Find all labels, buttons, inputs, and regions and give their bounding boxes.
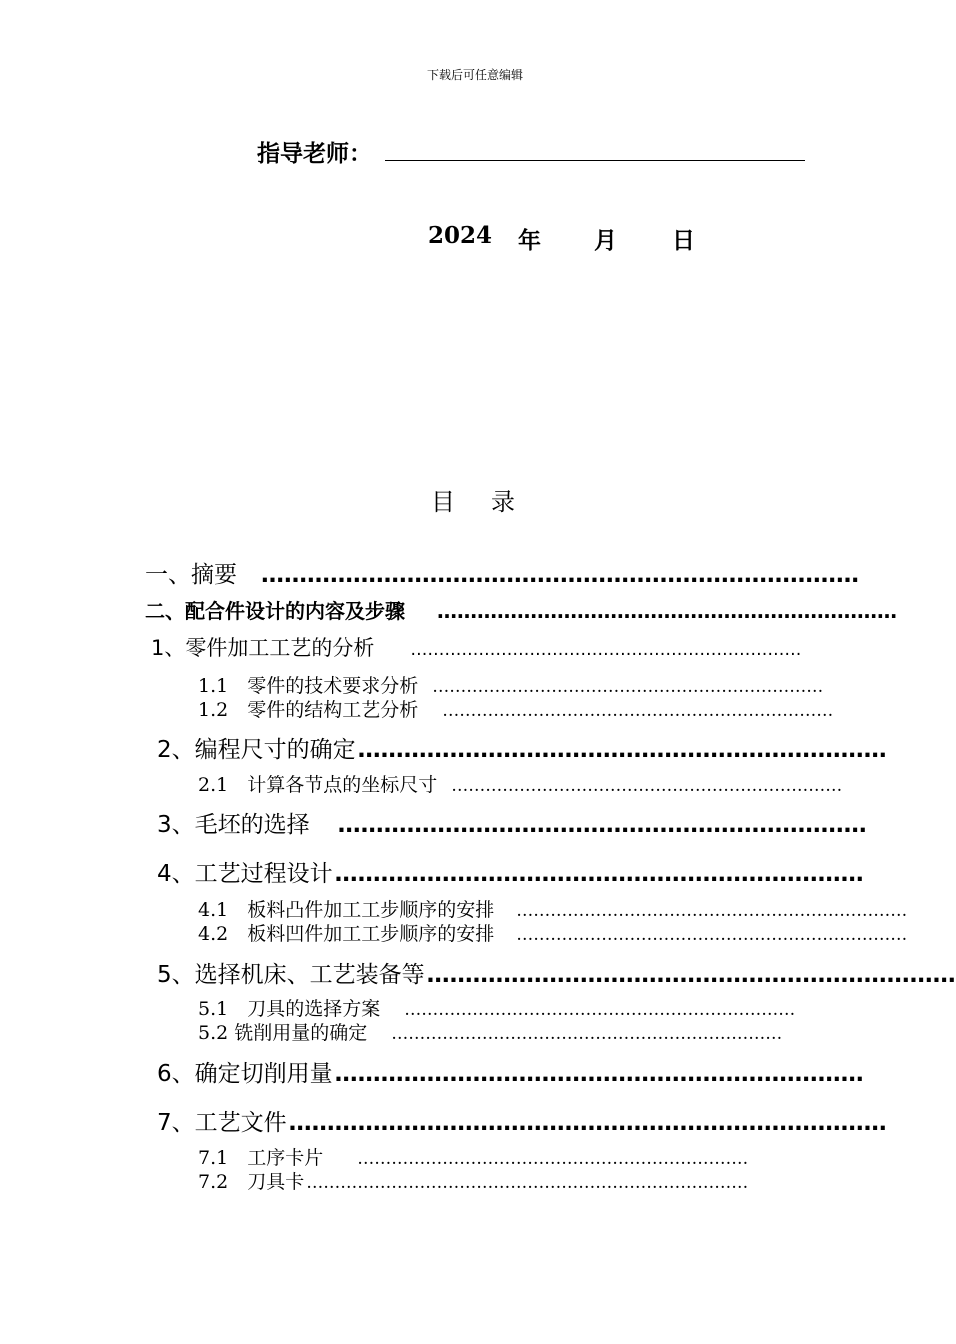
toc-entry-label: 5、选择机床、工艺装备等 bbox=[157, 962, 425, 988]
toc-leader-dots: …………………………………………………………… bbox=[357, 737, 887, 763]
toc-entry-label: 二、配合件设计的内容及步骤 bbox=[145, 599, 405, 623]
toc-entry-label: 4、工艺过程设计 bbox=[157, 861, 333, 887]
toc-entry-label: 7.2 刀具卡 bbox=[198, 1171, 305, 1193]
toc-leader-dots: …………………………………………………………… bbox=[516, 901, 908, 921]
toc-entry-label: 一、摘要 bbox=[145, 562, 237, 588]
toc-leader-dots: …………………………………………………………… bbox=[437, 599, 897, 623]
toc-entry-label: 6、确定切削用量 bbox=[157, 1061, 333, 1087]
advisor-label: 指导老师： bbox=[257, 141, 372, 167]
toc-leader-dots: …………………………………………………………… bbox=[410, 640, 802, 660]
toc-entry-label: 2、编程尺寸的确定 bbox=[157, 737, 356, 763]
toc-leader-dots: …………………………………………………………………… bbox=[306, 1173, 749, 1193]
toc-entry-4-2[interactable] bbox=[198, 919, 908, 946]
toc-entry-label: 7、工艺文件 bbox=[157, 1110, 287, 1136]
toc-entry-1-2[interactable] bbox=[198, 695, 834, 722]
toc-entry-label: 3、毛坯的选择 bbox=[157, 812, 310, 838]
toc-entry-label: 5.1 刀具的选择方案 bbox=[198, 998, 381, 1020]
date-day-unit: 日 bbox=[672, 227, 695, 254]
toc-leader-dots: …………………………………………………………… bbox=[391, 1024, 783, 1044]
toc-entry-label: 1.2 零件的结构工艺分析 bbox=[198, 699, 419, 721]
toc-entry-label: 2.1 计算各节点的坐标尺寸 bbox=[198, 774, 438, 796]
toc-leader-dots: …………………………………………………………………… bbox=[288, 1110, 887, 1136]
toc-entry-label: 1.1 零件的技术要求分析 bbox=[198, 675, 419, 697]
toc-entry-abstract[interactable] bbox=[145, 556, 859, 589]
toc-entry-documents[interactable] bbox=[157, 1104, 887, 1137]
toc-entry-process-design[interactable] bbox=[157, 855, 864, 888]
toc-entry-2-1[interactable] bbox=[198, 770, 843, 797]
date-month-unit: 月 bbox=[594, 227, 617, 254]
toc-leader-dots: …………………………………………………………… bbox=[432, 677, 824, 697]
toc-entry-cutting[interactable] bbox=[157, 1055, 864, 1088]
toc-title: 目 录 bbox=[431, 488, 521, 516]
toc-entry-machine[interactable] bbox=[157, 956, 956, 989]
toc-entry-content-steps[interactable] bbox=[145, 595, 897, 624]
toc-entry-7-1[interactable] bbox=[198, 1143, 749, 1170]
toc-entry-5-2[interactable] bbox=[198, 1018, 783, 1045]
toc-leader-dots: …………………………………………………………… bbox=[516, 925, 908, 945]
toc-entry-5-1[interactable] bbox=[198, 994, 796, 1021]
toc-leader-dots: …………………………………………………………… bbox=[426, 962, 956, 988]
toc-entry-4-1[interactable] bbox=[198, 895, 908, 922]
toc-leader-dots: …………………………………………………………… bbox=[442, 701, 834, 721]
date-year: 2024 bbox=[428, 222, 493, 249]
toc-leader-dots: …………………………………………………………… bbox=[357, 1149, 749, 1169]
header-note: 下载后可任意编辑 bbox=[426, 68, 523, 82]
toc-leader-dots: …………………………………………………………………… bbox=[261, 562, 859, 588]
toc-leader-dots: …………………………………………………………… bbox=[451, 776, 843, 796]
toc-leader-dots: …………………………………………………………… bbox=[404, 1000, 796, 1020]
toc-leader-dots: …………………………………………………………… bbox=[334, 861, 864, 887]
toc-entry-7-2[interactable] bbox=[198, 1167, 749, 1194]
toc-entry-process-analysis[interactable] bbox=[151, 632, 802, 662]
toc-entry-blank[interactable] bbox=[157, 806, 867, 839]
toc-entry-label: 1、零件加工工艺的分析 bbox=[151, 636, 375, 660]
toc-entry-label: 5.2 铣削用量的确定 bbox=[198, 1022, 368, 1044]
date-year-unit: 年 bbox=[518, 227, 541, 254]
toc-entry-dimension[interactable] bbox=[157, 731, 887, 764]
toc-entry-label: 4.2 板料凹件加工工步顺序的安排 bbox=[198, 923, 495, 945]
toc-leader-dots: …………………………………………………………… bbox=[334, 1061, 864, 1087]
toc-entry-label: 7.1 工序卡片 bbox=[198, 1147, 324, 1169]
toc-leader-dots: …………………………………………………………… bbox=[337, 812, 867, 838]
toc-entry-label: 4.1 板料凸件加工工步顺序的安排 bbox=[198, 899, 495, 921]
advisor-signature-line bbox=[385, 160, 805, 161]
toc-entry-1-1[interactable] bbox=[198, 671, 824, 698]
